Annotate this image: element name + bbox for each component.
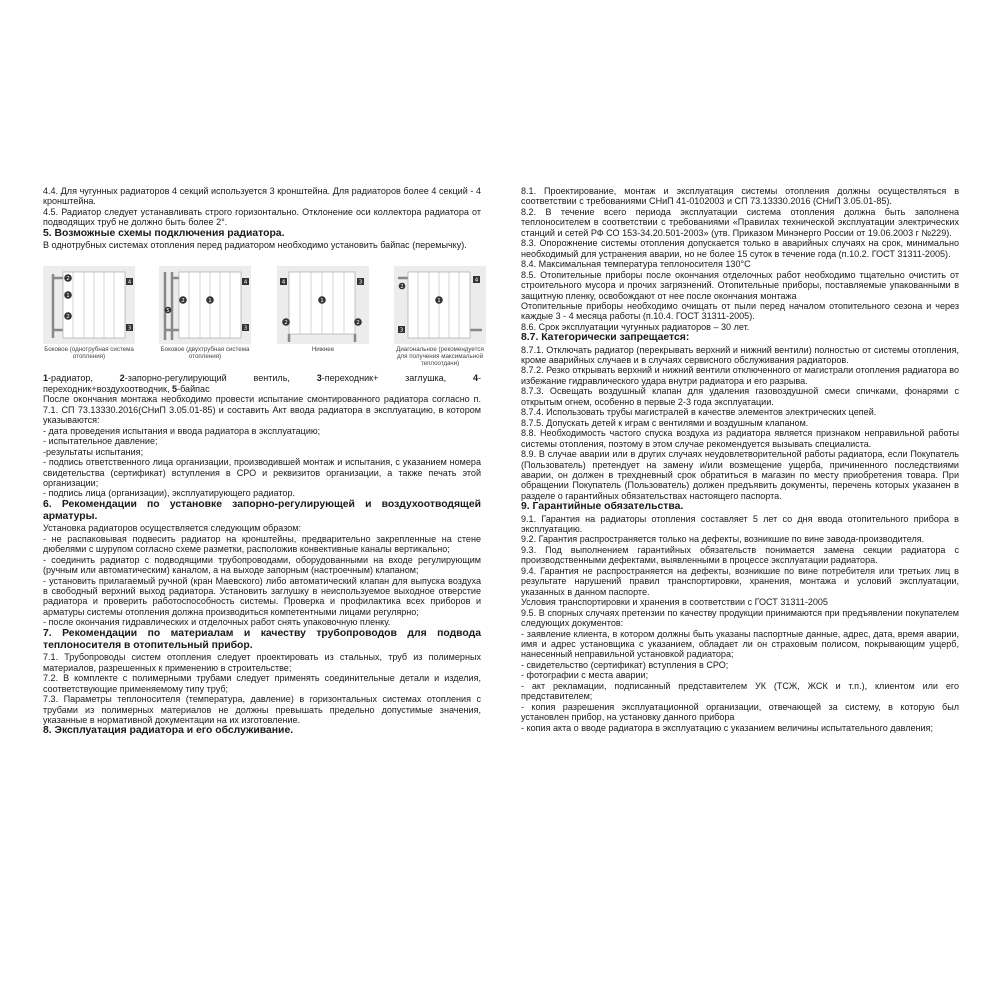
diagram-bottom [277, 266, 369, 353]
list-item-operator-signature: - подпись лица (организации), эксплуатирующего радиатор. [43, 488, 295, 499]
diagram-4-marker-1: 1 [437, 298, 441, 305]
legend-number-2: 2 [119, 373, 125, 384]
diagram-2-marker-4: 4 [243, 280, 248, 287]
paragraph-9-1: 9.1. Гарантия на радиаторы отопления составляет 5 лет со дня ввода отопительного прибора в эксплуатацию. [521, 513, 959, 534]
paragraph-8-5-cleaning: Отопительные приборы необходимо очищать от пыли перед началом отопительного сезона и через каждые 3 - 4 месяца работы (п.10.4. ГОСТ 31311-2005). [521, 300, 959, 322]
diagram-side-two-pipe [159, 266, 251, 360]
paragraph-8-7-2: 8.7.2. Резко открывать верхний и нижний вентили отключенного от магистрали отопления радиатора во избежание гидравлического удара внутри радиатора и его разрыва. [521, 365, 959, 386]
paragraph-8-7-1: 8.7.1. Отключать радиатор (перекрывать верхний и нижний вентили) полностью от системы отопления, кроме аварийных случаев и в случаях сервисного обслуживания радиаторов. [521, 344, 959, 365]
diagram-2-caption: Боковое (двухтрубная система отопления) [160, 346, 250, 361]
diagram-2-marker-1: 1 [208, 298, 212, 305]
paragraph-8-4: 8.4. Максимальная температура теплоносителя 130°C [521, 259, 751, 270]
paragraph-7-2: 7.2. В комплекте с полимерными трубами следует применять соединительные детали и изделия, соответствующие применяемому типу труб; [43, 673, 481, 694]
diagram-1-marker-4: 4 [127, 280, 132, 287]
diagram-2-marker-3: 3 [243, 326, 248, 333]
paragraph-8-7-4: 8.7.4. Использовать трубы магистралей в качестве элементов электрических цепей. [521, 407, 877, 418]
section-9-heading: 9. Гарантийные обязательства. [521, 501, 684, 513]
list-item-permit-copy: - копия разрешения эксплуатационной организации, отвечающей за систему, в которую был установлен прибор, на установку данного прибора [521, 701, 959, 723]
diagram-2-marker-2: 2 [181, 298, 185, 305]
paragraph-9-5: 9.5. В спорных случаях претензии по качеству продукции принимаются при предъявлении покупателем следующих документов: [521, 607, 959, 629]
paragraph-9-4-transport: Условия транспортировки и хранения в соответствии с ГОСТ 31311-2005 [521, 597, 828, 608]
paragraph-6-film: - после окончания гидравлических и отделочных работ снять упаковочную пленку. [43, 617, 391, 628]
paragraph-7-1: 7.1. Трубопроводы систем отопления следует проектировать из стальных, труб из полимерных материалов, разрешенных к применению в строительстве; [43, 652, 481, 673]
list-item-test-results: -результаты испытания; [43, 446, 144, 457]
legend-number-1: 1 [43, 373, 49, 384]
diagram-3-caption: Нижнее [311, 346, 335, 354]
paragraph-7-3: 7.3. Параметры теплоносителя (температура, давление) в горизонтальных системах отопления с трубами из полимерных материалов не должны превышать предельно допустимые значения, указанные в нормативной документации на их изготовление. [43, 694, 481, 725]
diagram-diagonal-figure [394, 266, 486, 344]
paragraph-9-3: 9.3. Под выполнением гарантийных обязательств понимается замена секции радиатора с производственными дефектами, выявленными в процессе эксплуатации радиатора. [521, 544, 959, 566]
paragraph-8-9: 8.9. В случае аварии или в других случаях неудовлетворительной работы радиатора, если Покупатель (Пользователь) претендует на замену и/или возмещение ущерба, причиненного последствиями аварии, он должен в трехдневный срок обратиться в магазин по месту приобретения товара. При обращении Покупатель (Пользователь) должен предъявить документы, перечень которых указанен в разделе о гарантийных обязательствах настоящего паспорта. [521, 449, 959, 501]
paragraph-6-hang: - не распаковывая подвесить радиатор на кронштейны, предварительно закрепленные на стене дюбелями с шурупом согласно схеме разметки, расположив конвективные каналы вертикально; [43, 533, 481, 555]
diagram-1-caption: Боковое (однотрубная система отопления) [44, 346, 134, 361]
section-6-heading: 6. Рекомендации по установке запорно-регулирующей и воздухоотводящей арматуры. [43, 498, 481, 523]
list-item-client-statement: - заявление клиента, в котором должны быть указаны паспортные данные, адрес, дата, время аварии, имя и адрес установщика с указанием, обладает ли он страховым полисом, покрывающим ущерб, нанесенный неправильной установкой радиатора; [521, 628, 959, 660]
paragraph-9-2: 9.2. Гарантия распространяется только на дефекты, возникшие по вине завода-производителя. [521, 534, 925, 545]
diagram-side-one-pipe [43, 266, 135, 360]
section-8-7-heading: 8.7. Категорически запрещается: [521, 332, 690, 344]
diagram-4-marker-4: 4 [474, 278, 479, 285]
paragraph-8-5: 8.5. Отопительные приборы после окончания отделочных работ необходимо тщательно очистить от строительного мусора и прочих загрязнений. Отопительные приборы, поставляемые упакованными в защитную пленку, освобождают от нее после окончания монтажа [521, 269, 959, 301]
list-item-test-pressure: - испытательное давление; [43, 436, 158, 447]
paragraph-5-bypass: В однотрубных системах отопления перед радиатором необходимо установить байпас (перемычку). [43, 240, 467, 251]
paragraph-6-intro: Установка радиаторов осуществляется следующим образом: [43, 523, 301, 534]
list-item-commissioning-act: - копия акта о вводе радиатора в эксплуатацию с указанием величины испытательного давления; [521, 722, 933, 733]
paragraph-4-4: 4.4. Для чугунных радиаторов 4 секций используется 3 кронштейна. Для радиаторов более 4 секций - 4 кронштейна. [43, 186, 481, 207]
diagram-side-two-pipe-figure [159, 266, 251, 344]
diagram-1-marker-1: 2 [66, 276, 70, 283]
list-item-accident-photos: - фотографии с места аварии; [521, 670, 649, 681]
legend-text-4: -переходник+воздухоотводчик, [43, 373, 481, 394]
paragraph-6-valve: - установить прилагаемый ручной (кран Маевского) либо автоматический клапан для выпуска воздуха в свободный верхний выход радиатора. Установить заглушку в неиспользуемое выходное отверстие радиатора и проверить работоспособность системы. Проверка и профилактика всех приборов и арматуры системы отопления должна производиться компетентными лицами регулярно; [43, 575, 481, 617]
diagram-1-marker-2: 2 [66, 314, 70, 321]
legend-number-4: 4 [472, 373, 478, 384]
right-column [521, 186, 959, 733]
diagram-bottom-figure [277, 266, 369, 344]
legend-text-2: -запорно-регулирующий вентиль, [124, 373, 290, 384]
diagram-3-marker-1: 1 [320, 298, 324, 305]
diagram-3-marker-3: 3 [358, 280, 363, 287]
diagram-3-marker-2b: 2 [356, 320, 360, 327]
paragraph-8-3: 8.3. Опорожнение системы отопления допускается только в аварийных случаях на срок, минимально необходимый для устранения аварии, но не более 15 суток в течение года (п.10.2. ГОСТ 31311-2005). [521, 238, 959, 259]
diagram-2-marker-5: 5 [166, 308, 170, 315]
section-5-heading: 5. Возможные схемы подключения радиатора. [43, 227, 285, 239]
paragraph-8-6: 8.6. Срок эксплуатации чугунных радиаторов – 30 лет. [521, 321, 750, 332]
diagram-3-marker-4: 4 [281, 280, 286, 287]
diagram-legend [43, 373, 481, 394]
legend-text-1: -радиатор, [48, 373, 93, 384]
paragraph-9-4: 9.4. Гарантия не распространяется на дефекты, возникшие по вине потребителя или третьих лиц в результате нарушений правил транспортировки, хранения, монтажа и условий эксплуатации, указанных в данном паспорте. [521, 565, 959, 597]
section-7-heading: 7. Рекомендации по материалам и качеству трубопроводов для подвода теплоносителя в отопительный прибор. [43, 627, 481, 652]
legend-number-3: 3 [316, 373, 322, 384]
connection-diagrams [43, 266, 484, 371]
list-item-responsible-signature: - подпись ответственного лица организации, производившей монтаж и испытания, с указанием номера свидетельства (сертификат) вступления в СРО и реквизитов организации, а также печать этой организации; [43, 457, 481, 488]
left-column [43, 186, 484, 738]
legend-text-5: -байпас [177, 383, 210, 394]
list-item-test-date: - дата проведения испытания и ввода радиатора в эксплуатацию; [43, 425, 321, 436]
paragraph-4-5: 4.5. Радиатор следует устанавливать строго горизонтально. Отклонение оси коллектора радиатора от подводящих труб не должно быть более 2°. [43, 206, 481, 228]
legend-number-5: 5 [172, 383, 178, 394]
paragraph-8-2: 8.2. В течение всего периода эксплуатации система отопления должна быть заполнена теплоносителем в соответствии с требованиями «Правилах технической эксплуатации электрических станций и сетей РФ СО 153-34.20.501-2003» (утв. Приказом Минэнерго России от 19.06.2003 г №229). [521, 206, 959, 238]
diagram-1-marker-3: 3 [127, 326, 132, 333]
paragraph-6-connect: - соединить радиатор с подводящими трубопроводами, оборудованными на входе регулирующим (ручным или автоматическим) каналом, а на выходе запорным (настроечным) клапаном; [43, 554, 481, 576]
paragraph-8-1: 8.1. Проектирование, монтаж и эксплуатация системы отопления должны осуществляться в соответствии с требованиями СНиП 41-0102003 и СП 73.13330.2016 (СНиП 3.05.01-85). [521, 186, 959, 207]
section-8-heading: 8. Эксплуатация радиатора и его обслуживание. [43, 725, 294, 737]
list-item-sro-certificate: - свидетельство (сертификат) вступления в СРО; [521, 659, 729, 670]
paragraph-8-7-3: 8.7.3. Освещать воздушный клапан для удаления газовоздушной смеси спичками, фонарями с открытым огнем, особенно в первые 2-3 года эксплуатации. [521, 386, 959, 407]
list-item-complaint-act: - акт рекламации, подписанный представителем УК (ТСЖ, ЖСК и т.п.), клиентом или его представителем; [521, 680, 959, 702]
diagram-side-one-pipe-figure [43, 266, 135, 344]
paragraph-8-7-5: 8.7.5. Допускать детей к играм с вентилями и воздушным клапаном. [521, 417, 809, 428]
diagram-diagonal [394, 266, 486, 367]
legend-text-3: -переходник+ заглушка, [321, 373, 447, 384]
paragraph-8-8: 8.8. Необходимость частого спуска воздуха из радиатора является признаком неправильной работы системы отопления, поэтому в этом случае рекомендуется вызывать специалиста. [521, 428, 959, 449]
diagram-1-marker-0: 1 [66, 293, 70, 300]
diagram-4-caption: Диагональное (рекомендуется для получения максимальной теплоотдачи) [396, 346, 484, 368]
paragraph-test-intro: После окончания монтажа необходимо провести испытание смонтированного радиатора согласно п. 7.1. СП 73.13330.2016(СНиП 3.05.01-85) и составить Акт ввода радиатора в эксплуатацию, в котором указываются: [43, 394, 481, 426]
diagram-4-marker-3: 3 [399, 328, 404, 335]
diagram-4-marker-2: 2 [400, 284, 404, 291]
diagram-3-marker-2a: 2 [284, 320, 288, 327]
